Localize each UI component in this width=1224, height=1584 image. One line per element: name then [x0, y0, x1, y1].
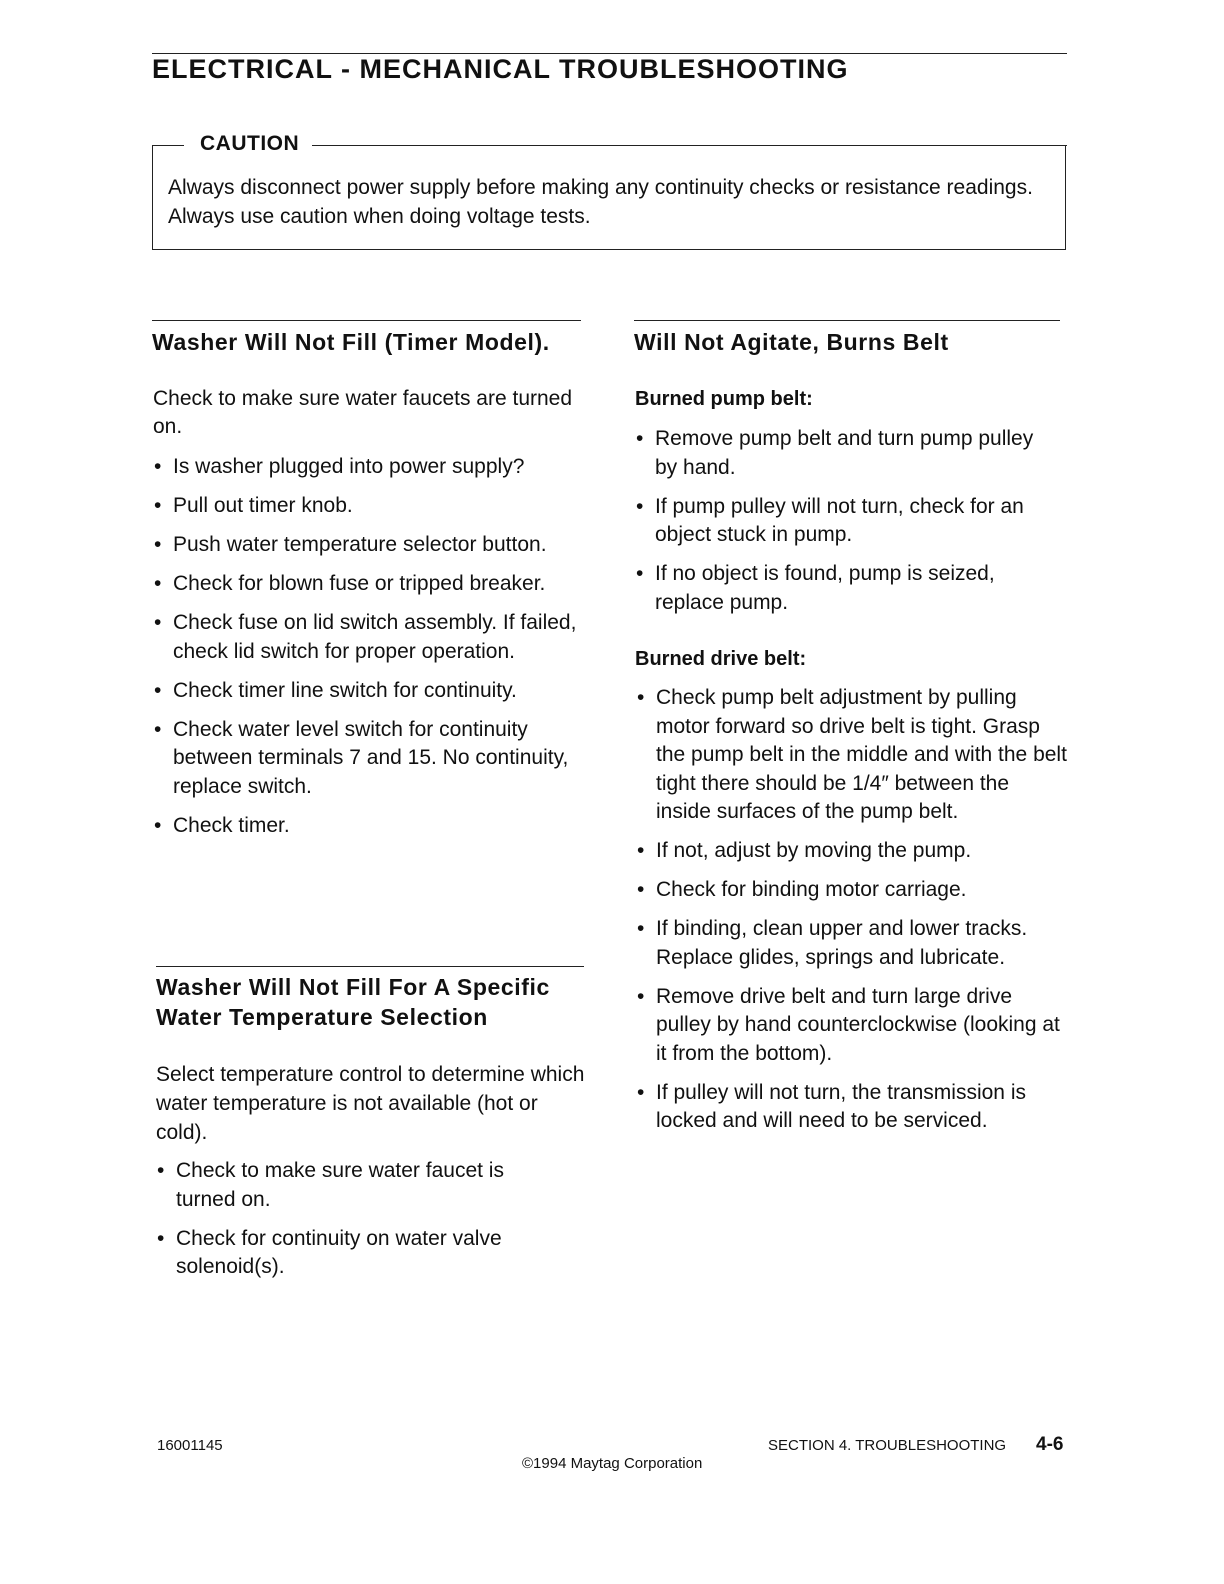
- list-item: • If pulley will not turn, the transmission is locked and will need to be serviced.: [636, 1079, 1068, 1136]
- list-item: • If pump pulley will not turn, check for an object stuck in pump.: [635, 493, 1053, 550]
- caution-label: CAUTION: [200, 132, 300, 155]
- page-title: ELECTRICAL - MECHANICAL TROUBLESHOOTING: [152, 54, 849, 84]
- caution-box-top-right-rule: [312, 145, 1067, 146]
- section1-rule: [152, 320, 581, 321]
- section2-rule: [156, 966, 584, 967]
- list-item: • Check to make sure water faucet is turned on.: [156, 1157, 566, 1214]
- section1-intro: Check to make sure water faucets are turned on.: [153, 387, 573, 438]
- list-item: • If binding, clean upper and lower tracks. Replace glides, springs and lubricate.: [636, 915, 1068, 972]
- list-item: • Remove drive belt and turn large drive pulley by hand counterclockwise (looking at it from the bottom).: [636, 983, 1068, 1069]
- drive-belt-subheading: Burned drive belt:: [635, 648, 807, 670]
- caution-box-top-left-rule: [152, 145, 184, 146]
- right-section-heading: Will Not Agitate, Burns Belt: [634, 329, 949, 355]
- footer-section-label: SECTION 4. TROUBLESHOOTING: [768, 1437, 1007, 1454]
- list-item: • If not, adjust by moving the pump.: [636, 837, 1068, 866]
- list-item: • If no object is found, pump is seized, replace pump.: [635, 560, 1053, 617]
- footer-copyright: ©1994 Maytag Corporation: [522, 1455, 703, 1472]
- list-item: • Is washer plugged into power supply?: [153, 453, 583, 482]
- list-item: • Check timer.: [153, 812, 583, 841]
- caution-text: Always disconnect power supply before making any continuity checks or resistance readings. Always use caution when doing voltage tests.: [168, 176, 1033, 228]
- list-item: • Pull out timer knob.: [153, 492, 583, 521]
- section2-intro: Select temperature control to determine which water temperature is not available (hot or cold).: [156, 1063, 585, 1144]
- right-section-rule: [634, 320, 1060, 321]
- list-item: • Check fuse on lid switch assembly. If failed, check lid switch for proper operation.: [153, 609, 583, 666]
- section2-bullet-list: [156, 1157, 566, 1292]
- pump-belt-bullet-list: [635, 425, 1053, 628]
- list-item: • Check for continuity on water valve solenoid(s).: [156, 1225, 566, 1282]
- pump-belt-subheading: Burned pump belt:: [635, 388, 813, 410]
- list-item: • Check timer line switch for continuity.: [153, 677, 583, 706]
- section1-bullet-list: [153, 453, 583, 851]
- list-item: • Check for blown fuse or tripped breaker.: [153, 570, 583, 599]
- footer-doc-number: 16001145: [157, 1437, 223, 1454]
- list-item: • Check water level switch for continuity between terminals 7 and 15. No continuity, replace switch.: [153, 716, 583, 802]
- list-item: • Check for binding motor carriage.: [636, 876, 1068, 905]
- list-item: • Push water temperature selector button.: [153, 531, 583, 560]
- page-number: 4-6: [1036, 1434, 1064, 1455]
- drive-belt-bullet-list: [636, 684, 1068, 1146]
- list-item: • Remove pump belt and turn pump pulley by hand.: [635, 425, 1053, 482]
- section1-heading: Washer Will Not Fill (Timer Model).: [152, 329, 550, 355]
- section2-heading: Washer Will Not Fill For A Specific Water Temperature Selection: [156, 974, 550, 1030]
- list-item: • Check pump belt adjustment by pulling motor forward so drive belt is tight. Grasp the pump belt in the middle and with the belt tight there should be 1/4″ between the inside surfaces of the pump belt.: [636, 684, 1068, 827]
